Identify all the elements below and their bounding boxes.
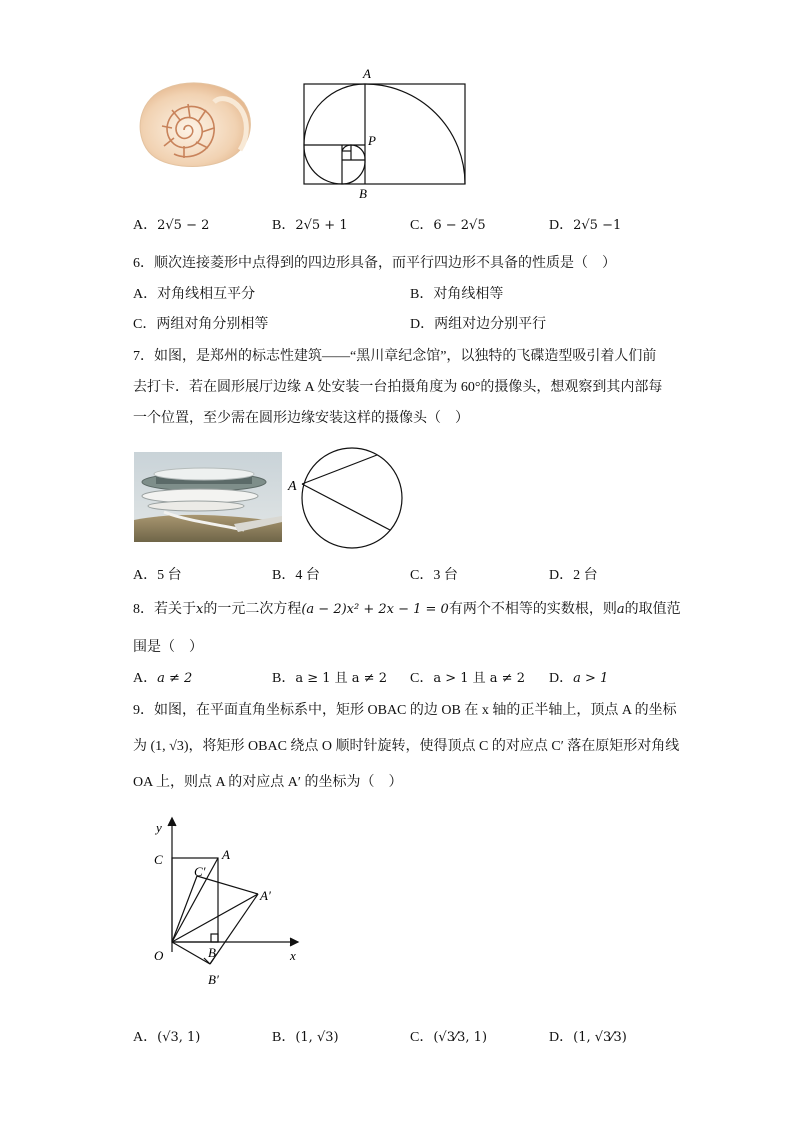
q9-option-c[interactable]: C．(√3⁄3, 1) bbox=[410, 1030, 488, 1045]
q8-stem-line1: 8．若关于x的一元二次方程(a − 2)x² + 2x − 1 = 0有两个不相等的实数根，则a的取值范 bbox=[133, 602, 681, 617]
q6-option-c[interactable]: C．两组对角分别相等 bbox=[133, 317, 269, 332]
label-o: O bbox=[154, 948, 164, 963]
q6-stem: 6．顺次连接菱形中点得到的四边形具备，而平行四边形不具备的性质是（ ） bbox=[133, 256, 616, 271]
q9-option-a[interactable]: A．(√3, 1) bbox=[133, 1030, 201, 1045]
q6-option-a[interactable]: A．对角线相互平分 bbox=[133, 287, 256, 302]
coordinate-rotation-figure bbox=[140, 812, 310, 992]
q8-stem-line2: 围是（ ） bbox=[133, 640, 203, 655]
label-a: A bbox=[222, 847, 230, 862]
q5-option-c[interactable]: C．6 − 2√5 bbox=[410, 218, 486, 233]
q9-options bbox=[133, 1028, 693, 1048]
q9-option-d[interactable]: D．(1, √3⁄3) bbox=[549, 1030, 627, 1045]
circle-camera-figure bbox=[284, 444, 408, 552]
q7-option-a[interactable]: A．5 台 bbox=[133, 568, 182, 583]
q9-option-b[interactable]: B．(1, √3) bbox=[272, 1030, 339, 1045]
q7-option-b[interactable]: B．4 台 bbox=[272, 568, 320, 583]
q8-option-d[interactable]: D．a > 1 bbox=[549, 671, 609, 686]
label-c-prime: C′ bbox=[194, 864, 206, 879]
q5-option-b[interactable]: B．2√5 + 1 bbox=[272, 218, 348, 233]
q7-option-d[interactable]: D．2 台 bbox=[549, 568, 598, 583]
q5-option-a[interactable]: A．2√5 − 2 bbox=[133, 218, 210, 233]
q9-stem-line2: 为 (1, √3)，将矩形 OBAC 绕点 O 顺时针旋转，使得顶点 C 的对应点 C′ 落在原矩形对角线 bbox=[133, 739, 680, 754]
label-b-prime: B′ bbox=[208, 972, 219, 987]
q5-options bbox=[133, 216, 693, 236]
nautilus-shell-image bbox=[132, 78, 256, 170]
q8-option-b[interactable]: B．a ≥ 1 且 a ≠ 2 bbox=[272, 671, 387, 686]
label-a: A bbox=[288, 479, 297, 494]
q7-stem-line1: 7．如图，是郑州的标志性建筑——“黑川章纪念馆”，以独特的飞碟造型吸引着人们前 bbox=[133, 349, 657, 364]
q8-options bbox=[133, 669, 693, 689]
q8-option-c[interactable]: C．a > 1 且 a ≠ 2 bbox=[410, 671, 525, 686]
q7-stem-line2: 去打卡．若在圆形展厅边缘 A 处安装一台拍摄角度为 60°的摄像头，想观察到其内部每 bbox=[133, 380, 663, 395]
label-y: y bbox=[156, 820, 162, 835]
q7-option-c[interactable]: C．3 台 bbox=[410, 568, 458, 583]
q8-equation: (a − 2)x² + 2x − 1 = 0 bbox=[301, 602, 449, 617]
label-p: P bbox=[368, 133, 376, 148]
golden-rectangle-spiral-figure bbox=[296, 64, 476, 204]
q7-options bbox=[133, 566, 693, 586]
label-b: B bbox=[359, 186, 367, 201]
memorial-building-photo bbox=[134, 452, 282, 542]
q7-stem-line3: 一个位置，至少需在圆形边缘安装这样的摄像头（ ） bbox=[133, 411, 469, 426]
label-a-prime: A′ bbox=[260, 888, 271, 903]
q6-option-d[interactable]: D．两组对边分别平行 bbox=[410, 317, 547, 332]
q6-option-b[interactable]: B．对角线相等 bbox=[410, 287, 504, 302]
label-c: C bbox=[154, 852, 163, 867]
label-x: x bbox=[290, 948, 296, 963]
q9-stem-line3: OA 上，则点 A 的对应点 A′ 的坐标为（ ） bbox=[133, 775, 403, 790]
label-a: A bbox=[363, 66, 371, 81]
q9-stem-line1: 9．如图，在平面直角坐标系中，矩形 OBAC 的边 OB 在 x 轴的正半轴上，顶点 A 的坐标 bbox=[133, 703, 677, 718]
label-b: B bbox=[208, 945, 216, 960]
q8-option-a[interactable]: A．a ≠ 2 bbox=[133, 671, 193, 686]
q5-option-d[interactable]: D．2√5 −1 bbox=[549, 218, 622, 233]
